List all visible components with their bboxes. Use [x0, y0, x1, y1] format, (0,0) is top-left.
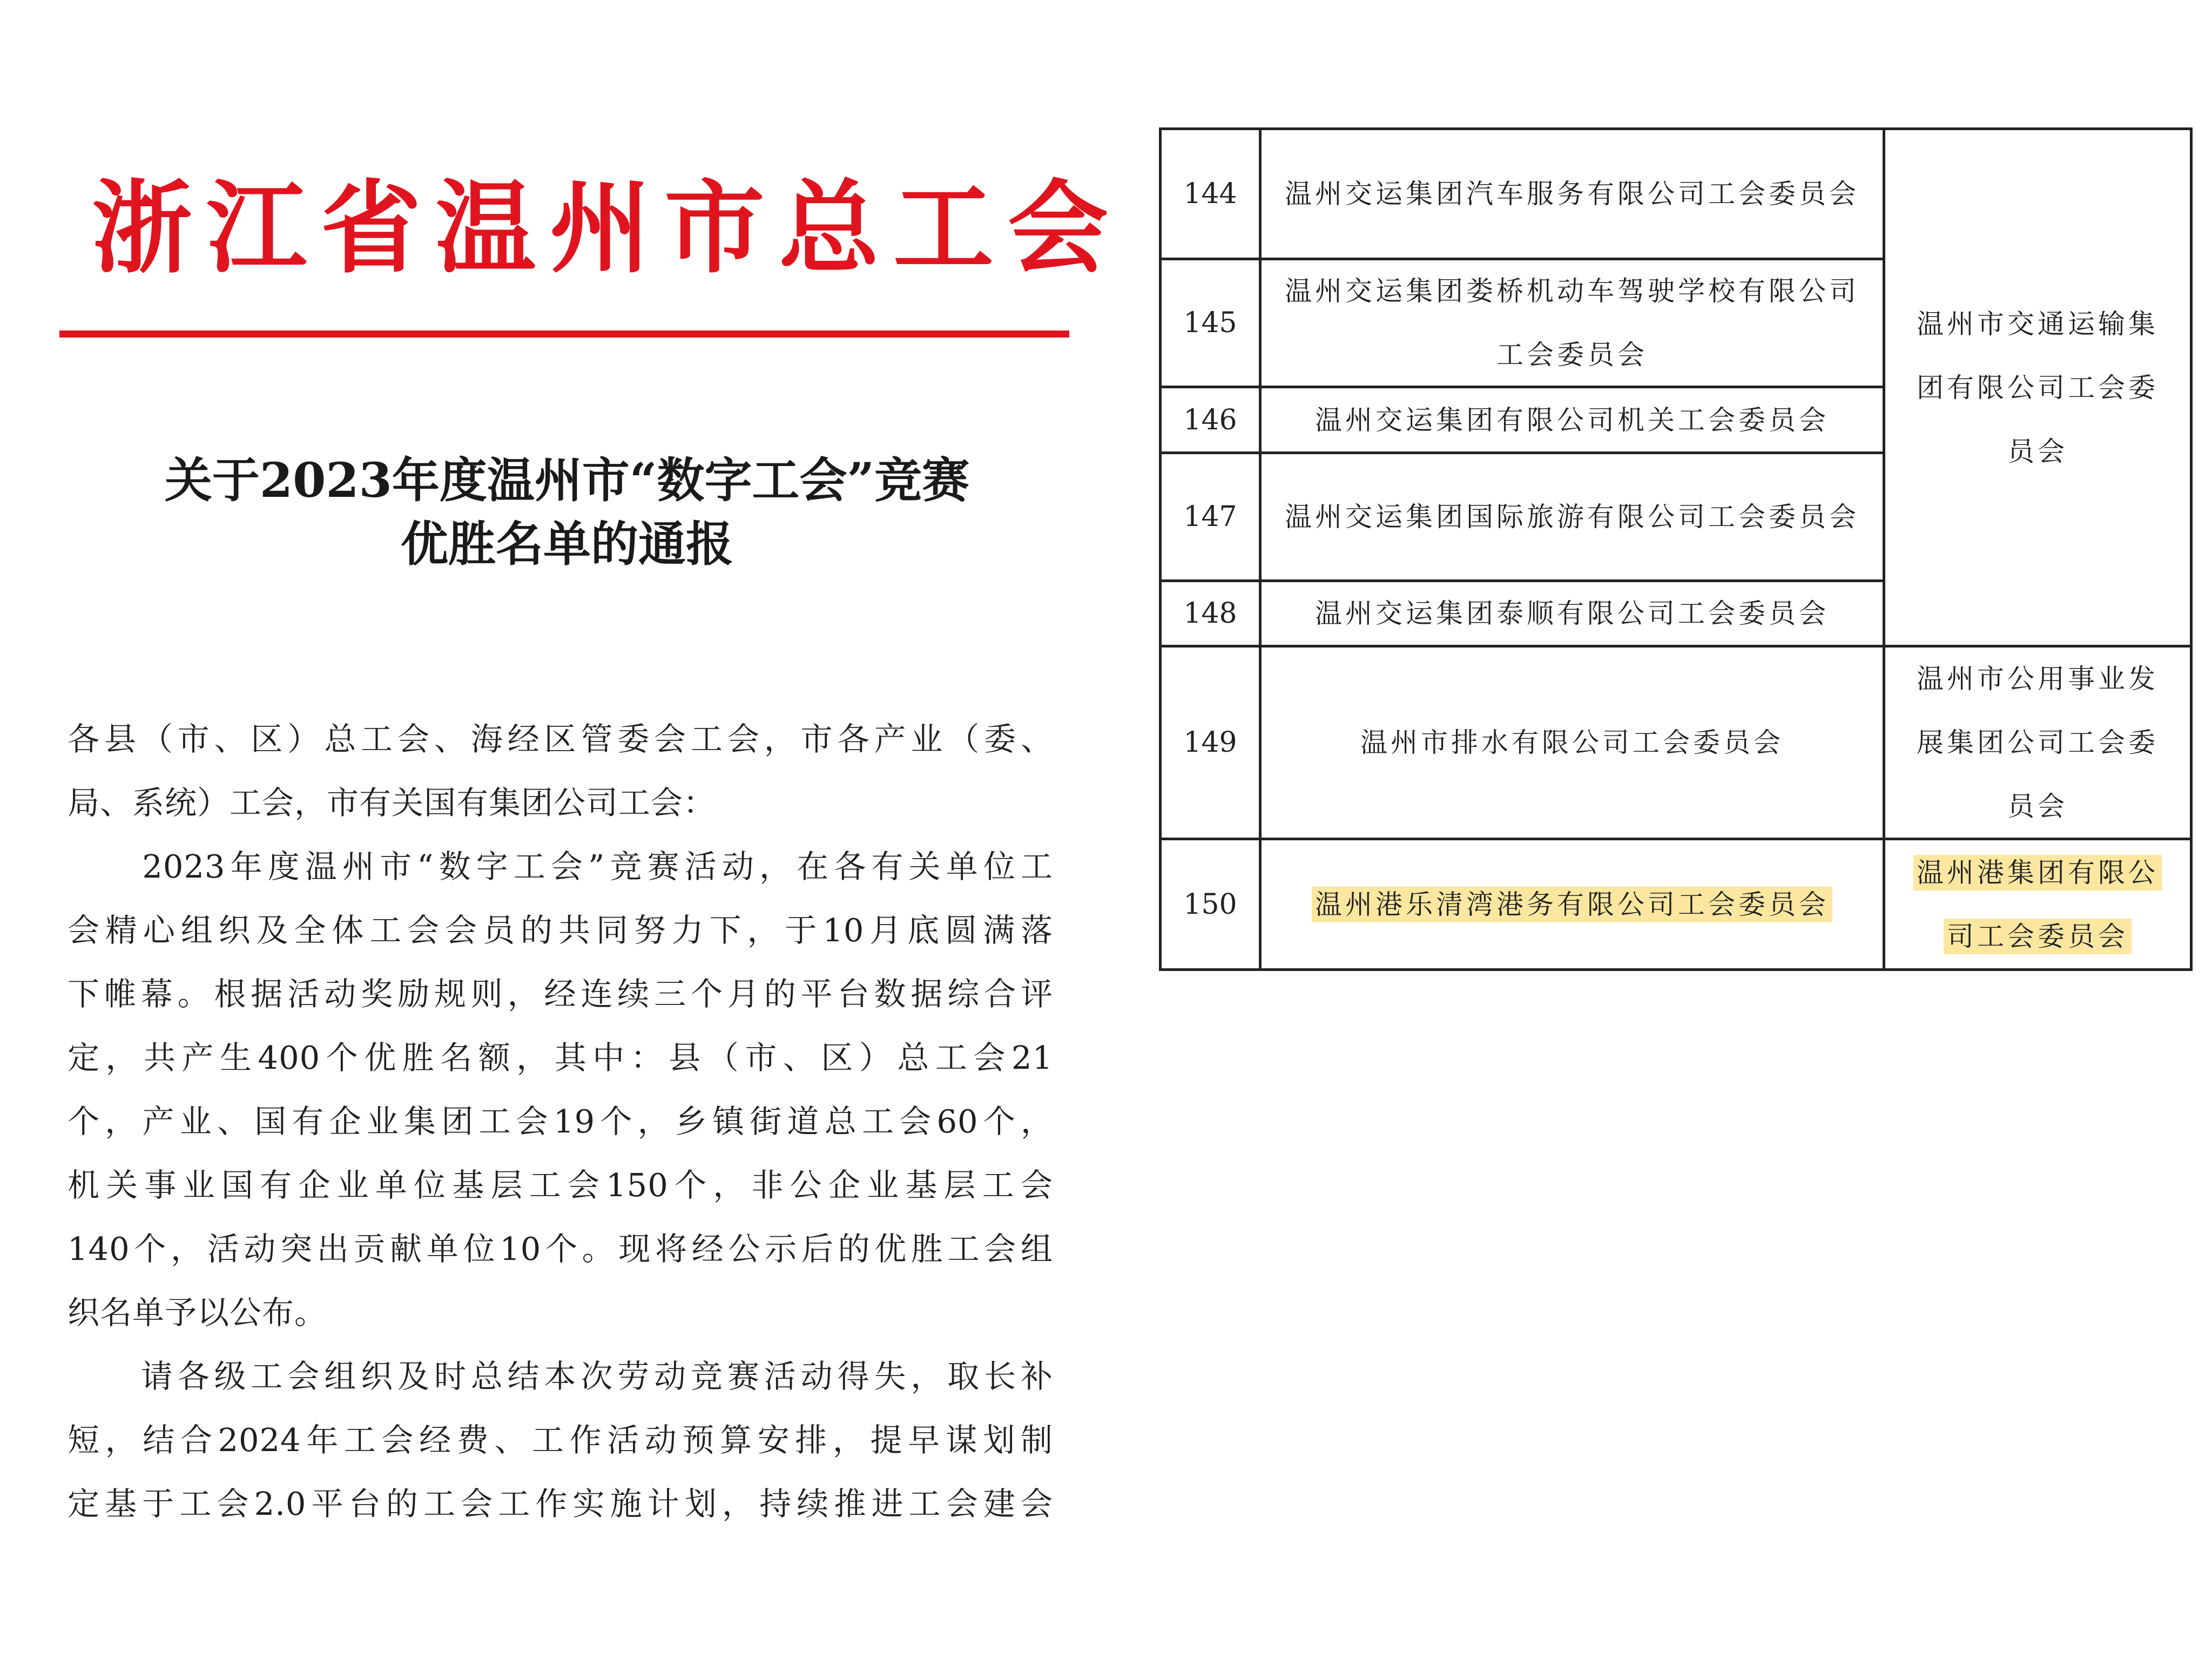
body-line: 140个，活动突出贡献单位10个。现将经公示后的优胜工会组	[68, 1230, 1053, 1267]
body-line: 定，共产生400个优胜名额，其中：县（市、区）总工会21	[68, 1039, 1053, 1076]
name-cell	[1262, 130, 1883, 258]
body-line: 2023年度温州市“数字工会”竞赛活动，在各有关单位工	[68, 848, 1053, 885]
table-row	[1162, 260, 1259, 386]
row-number: 145	[1183, 307, 1237, 339]
body-line: 定基于工会2.0平台的工会工作实施计划，持续推进工会建会	[68, 1485, 1053, 1522]
body-line: 请各级工会组织及时总结本次劳动竞赛活动得失，取长补	[68, 1358, 1053, 1395]
row-number: 149	[1183, 726, 1237, 759]
union-name: 温州交运集团娄桥机动车驾驶学校有限公司工会委员会	[1285, 275, 1859, 370]
name-cell	[1262, 388, 1883, 451]
table-row	[1162, 388, 1259, 451]
highlighted-union-name: 温州港乐清湾港务有限公司工会委员会	[1312, 887, 1832, 922]
union-name: 温州交运集团汽车服务有限公司工会委员会	[1285, 178, 1859, 210]
body-line: 下帷幕。根据活动奖励规则，经连续三个月的平台数据综合评	[68, 975, 1053, 1013]
highlighted-group-name: 温州港集团有限公司工会委员会	[1913, 855, 2162, 954]
name-cell	[1262, 260, 1883, 386]
body-line: 短，结合2024年工会经费、工作活动预算安排，提早谋划制	[68, 1421, 1053, 1459]
name-cell	[1262, 648, 1883, 838]
document-title-line-1: 关于2023年度温州市“数字工会”竞赛	[164, 452, 970, 508]
document-title-line-2: 优胜名单的通报	[400, 516, 733, 572]
body-line: 局、系统）工会，市有关国有集团公司工会：	[68, 784, 716, 821]
row-number: 144	[1183, 178, 1237, 210]
table-row	[1162, 840, 1259, 968]
body-line: 会精心组织及全体工会会员的共同努力下，于10月底圆满落	[68, 912, 1053, 949]
union-name: 温州交运集团有限公司机关工会委员会	[1315, 404, 1829, 436]
table-row	[1162, 454, 1259, 579]
body-line: 各县（市、区）总工会、海经区管委会工会，市各产业（委、	[68, 720, 1053, 758]
union-name: 温州市排水有限公司工会委员会	[1360, 727, 1784, 758]
row-number: 148	[1183, 597, 1237, 630]
name-cell	[1262, 454, 1883, 579]
union-name: 温州交运集团国际旅游有限公司工会委员会	[1285, 501, 1859, 532]
name-cell	[1262, 840, 1883, 968]
red-header-rule	[59, 331, 1069, 338]
body-line: 机关事业国有企业单位基层工会150个，非公企业基层工会	[68, 1166, 1053, 1204]
group-name: 温州市公用事业发展集团公司工会委员会	[1917, 663, 2159, 822]
group-cell	[1885, 130, 2190, 645]
body-line: 个，产业、国有企业集团工会19个，乡镇街道总工会60个，	[68, 1103, 1053, 1140]
document-body	[68, 707, 1053, 1536]
union-name: 温州交运集团泰顺有限公司工会委员会	[1315, 598, 1829, 629]
org-header-title: 浙江省温州市总工会	[92, 170, 1123, 287]
row-number: 146	[1183, 403, 1237, 436]
body-line: 织名单予以公布。	[68, 1294, 327, 1331]
union-name-wrapper	[1262, 873, 1883, 936]
document-title	[59, 448, 1075, 576]
document-left-page	[59, 0, 1123, 1659]
table-row	[1162, 582, 1259, 645]
group-cell	[1885, 648, 2190, 838]
table-row	[1162, 130, 1259, 258]
group-name-wrapper	[1885, 841, 2190, 968]
table-row	[1162, 648, 1259, 838]
group-cell	[1885, 840, 2190, 968]
winners-table	[1159, 127, 2193, 971]
row-number: 150	[1183, 888, 1237, 921]
group-name: 温州市交通运输集团有限公司工会委员会	[1917, 308, 2159, 467]
row-number: 147	[1183, 501, 1237, 533]
name-cell	[1262, 582, 1883, 645]
